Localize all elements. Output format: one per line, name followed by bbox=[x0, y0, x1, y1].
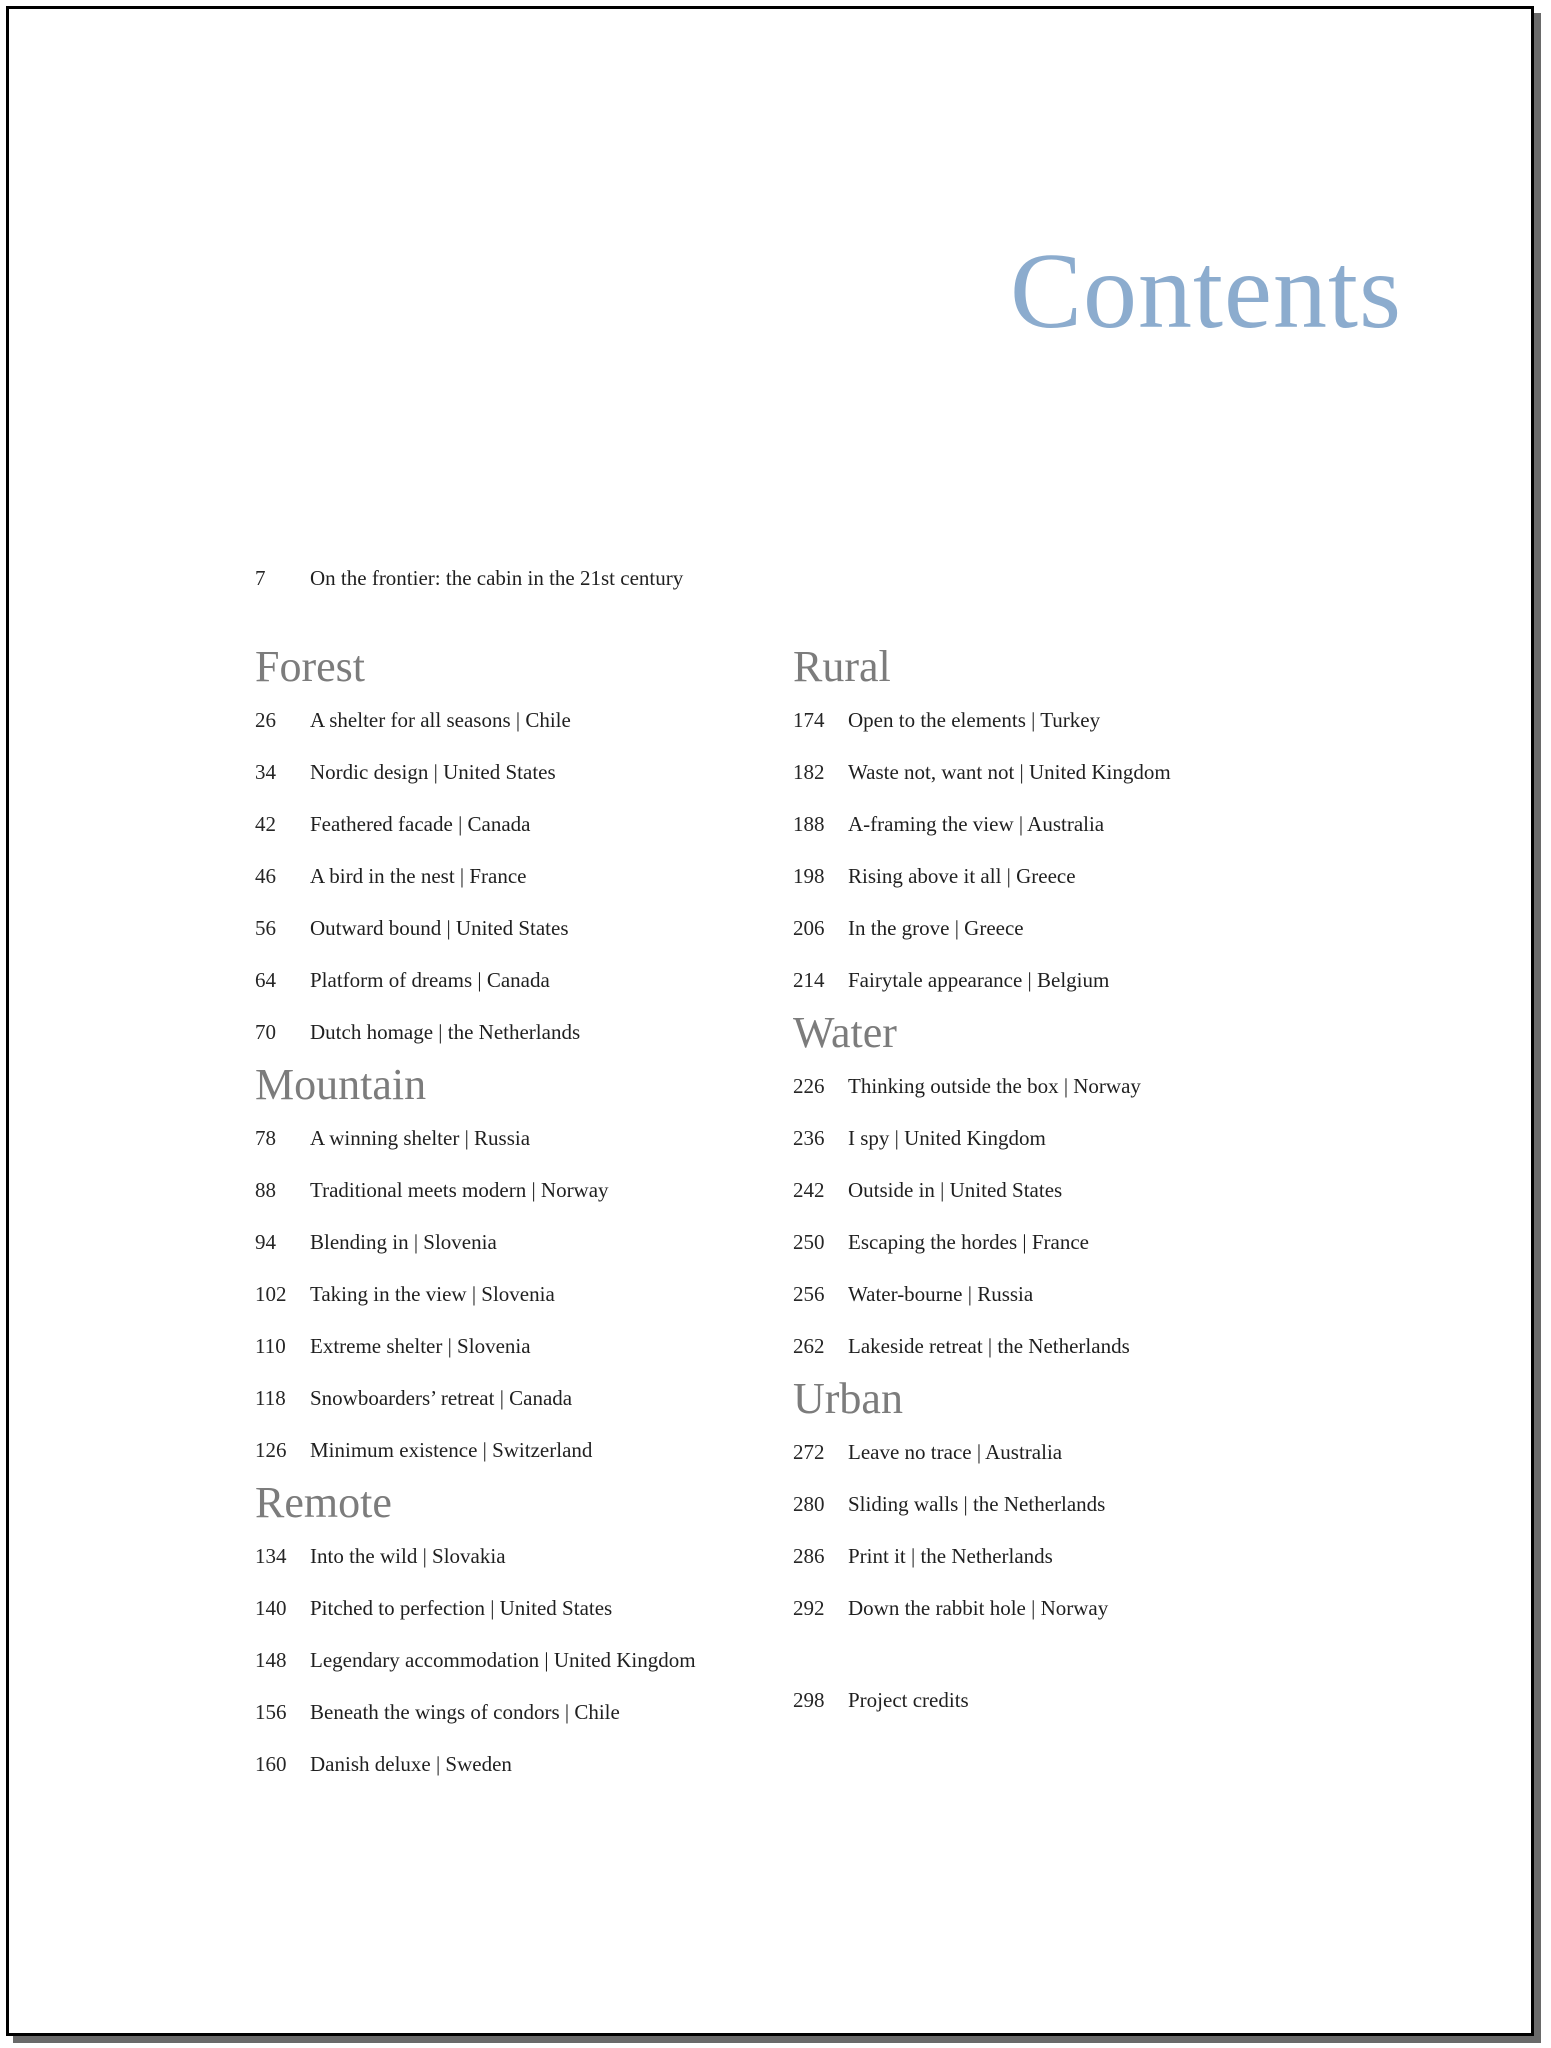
toc-entry[interactable] bbox=[255, 850, 775, 902]
entry-label: I spy | United Kingdom bbox=[848, 1126, 1046, 1150]
toc-entry[interactable] bbox=[255, 1372, 775, 1424]
toc-entry[interactable] bbox=[793, 1060, 1313, 1112]
entry-page-number: 182 bbox=[793, 760, 825, 784]
section-heading: Forest bbox=[255, 642, 365, 691]
entry-label: Open to the elements | Turkey bbox=[848, 708, 1101, 732]
toc-entry[interactable] bbox=[793, 1112, 1313, 1164]
entry-label: Traditional meets modern | Norway bbox=[310, 1178, 609, 1202]
entry-page-number: 188 bbox=[793, 812, 825, 836]
spacer bbox=[793, 1634, 1313, 1674]
toc-entry[interactable] bbox=[793, 850, 1313, 902]
entry-page-number: 7 bbox=[255, 566, 266, 590]
toc-entry[interactable] bbox=[793, 746, 1313, 798]
entry-label: A winning shelter | Russia bbox=[310, 1126, 531, 1150]
entry-page-number: 134 bbox=[255, 1544, 287, 1568]
entry-page-number: 256 bbox=[793, 1282, 825, 1306]
toc-entry[interactable] bbox=[255, 1530, 775, 1582]
entry-page-number: 46 bbox=[255, 864, 276, 888]
toc-entry[interactable] bbox=[793, 1478, 1313, 1530]
entry-list bbox=[255, 1530, 775, 1790]
toc-entry[interactable] bbox=[255, 1634, 775, 1686]
entry-list bbox=[255, 694, 775, 1058]
entry-label: On the frontier: the cabin in the 21st century bbox=[310, 566, 684, 590]
entry-label: Taking in the view | Slovenia bbox=[310, 1282, 555, 1306]
entry-list bbox=[793, 1060, 1313, 1372]
entry-label: Sliding walls | the Netherlands bbox=[848, 1492, 1106, 1516]
section-forest bbox=[255, 640, 775, 1058]
entry-label: Dutch homage | the Netherlands bbox=[310, 1020, 581, 1044]
toc-entry[interactable] bbox=[255, 1582, 775, 1634]
entry-list bbox=[793, 694, 1313, 1006]
toc-entry[interactable] bbox=[255, 1320, 775, 1372]
entry-label: Fairytale appearance | Belgium bbox=[848, 968, 1110, 992]
entry-label: Thinking outside the box | Norway bbox=[848, 1074, 1141, 1098]
entry-page-number: 26 bbox=[255, 708, 276, 732]
entry-label: A bird in the nest | France bbox=[310, 864, 527, 888]
toc-entry[interactable] bbox=[255, 1424, 775, 1476]
section-heading: Rural bbox=[793, 642, 891, 691]
entry-page-number: 88 bbox=[255, 1178, 276, 1202]
entry-page-number: 42 bbox=[255, 812, 276, 836]
entry-label: Water-bourne | Russia bbox=[848, 1282, 1034, 1306]
entry-page-number: 126 bbox=[255, 1438, 287, 1462]
entry-label: Escaping the hordes | France bbox=[848, 1230, 1089, 1254]
section-heading: Remote bbox=[255, 1478, 392, 1527]
toc-entry[interactable] bbox=[793, 798, 1313, 850]
entry-page-number: 160 bbox=[255, 1752, 287, 1776]
toc-entry[interactable] bbox=[255, 1268, 775, 1320]
entry-page-number: 206 bbox=[793, 916, 825, 940]
section-heading: Urban bbox=[793, 1374, 903, 1423]
entry-page-number: 118 bbox=[255, 1386, 286, 1410]
entry-page-number: 280 bbox=[793, 1492, 825, 1516]
entry-label: A-framing the view | Australia bbox=[848, 812, 1105, 836]
entry-page-number: 262 bbox=[793, 1334, 825, 1358]
toc-entry[interactable] bbox=[255, 746, 775, 798]
entry-label: Rising above it all | Greece bbox=[848, 864, 1076, 888]
entry-label: A shelter for all seasons | Chile bbox=[310, 708, 571, 732]
entry-page-number: 34 bbox=[255, 760, 276, 784]
section-water bbox=[793, 1006, 1313, 1372]
entry-page-number: 78 bbox=[255, 1126, 276, 1150]
entry-page-number: 64 bbox=[255, 968, 276, 992]
entry-label: Waste not, want not | United Kingdom bbox=[848, 760, 1171, 784]
toc-entry[interactable] bbox=[793, 1268, 1313, 1320]
section-heading: Water bbox=[793, 1008, 897, 1057]
toc-entry[interactable] bbox=[255, 1738, 775, 1790]
toc-entry[interactable] bbox=[793, 1164, 1313, 1216]
entry-label: Legendary accommodation | United Kingdom bbox=[310, 1648, 696, 1672]
page-title: Contents bbox=[1009, 232, 1402, 351]
entry-page-number: 226 bbox=[793, 1074, 825, 1098]
toc-entry[interactable] bbox=[255, 1112, 775, 1164]
entry-label: Outward bound | United States bbox=[310, 916, 569, 940]
toc-column-left bbox=[255, 640, 775, 1790]
entry-label: In the grove | Greece bbox=[848, 916, 1024, 940]
toc-entry[interactable] bbox=[793, 1530, 1313, 1582]
entry-page-number: 214 bbox=[793, 968, 825, 992]
entry-label: Minimum existence | Switzerland bbox=[310, 1438, 593, 1462]
toc-entry[interactable] bbox=[793, 1582, 1313, 1634]
entry-page-number: 94 bbox=[255, 1230, 276, 1254]
entry-page-number: 102 bbox=[255, 1282, 287, 1306]
toc-entry[interactable] bbox=[255, 798, 775, 850]
entry-page-number: 174 bbox=[793, 708, 825, 732]
entry-list bbox=[255, 1112, 775, 1476]
entry-label: Nordic design | United States bbox=[310, 760, 556, 784]
toc-entry[interactable] bbox=[793, 694, 1313, 746]
entry-label: Platform of dreams | Canada bbox=[310, 968, 550, 992]
toc-entry[interactable] bbox=[255, 954, 775, 1006]
entry-page-number: 110 bbox=[255, 1334, 286, 1358]
toc-entry[interactable] bbox=[793, 1320, 1313, 1372]
entry-page-number: 242 bbox=[793, 1178, 825, 1202]
toc-entry[interactable] bbox=[793, 902, 1313, 954]
entry-page-number: 286 bbox=[793, 1544, 825, 1568]
entry-label: Snowboarders’ retreat | Canada bbox=[310, 1386, 573, 1410]
entry-page-number: 250 bbox=[793, 1230, 825, 1254]
entry-label: Danish deluxe | Sweden bbox=[310, 1752, 512, 1776]
section-remote bbox=[255, 1476, 775, 1790]
toc-entry[interactable] bbox=[255, 694, 775, 746]
entry-label: Blending in | Slovenia bbox=[310, 1230, 497, 1254]
entry-page-number: 298 bbox=[793, 1688, 825, 1712]
entry-label: Project credits bbox=[848, 1688, 969, 1712]
intro-entry[interactable] bbox=[255, 566, 683, 591]
toc-entry[interactable] bbox=[793, 1216, 1313, 1268]
entry-page-number: 236 bbox=[793, 1126, 825, 1150]
toc-entry[interactable] bbox=[793, 954, 1313, 1006]
entry-page-number: 140 bbox=[255, 1596, 287, 1620]
entry-page-number: 148 bbox=[255, 1648, 287, 1672]
toc-entry[interactable] bbox=[255, 1164, 775, 1216]
entry-label: Print it | the Netherlands bbox=[848, 1544, 1053, 1568]
toc-entry[interactable] bbox=[255, 1216, 775, 1268]
entry-label: Leave no trace | Australia bbox=[848, 1440, 1063, 1464]
entry-page-number: 272 bbox=[793, 1440, 825, 1464]
toc-entry[interactable] bbox=[255, 1686, 775, 1738]
entry-page-number: 198 bbox=[793, 864, 825, 888]
section-urban bbox=[793, 1372, 1313, 1634]
entry-label: Feathered facade | Canada bbox=[310, 812, 531, 836]
entry-label: Lakeside retreat | the Netherlands bbox=[848, 1334, 1130, 1358]
section-heading: Mountain bbox=[255, 1060, 427, 1109]
toc-entry[interactable] bbox=[255, 1006, 775, 1058]
toc-column-right bbox=[793, 640, 1313, 1726]
toc-entry[interactable] bbox=[793, 1426, 1313, 1478]
entry-label: Beneath the wings of condors | Chile bbox=[310, 1700, 620, 1724]
toc-entry[interactable] bbox=[255, 902, 775, 954]
entry-list bbox=[793, 1426, 1313, 1634]
entry-page-number: 56 bbox=[255, 916, 276, 940]
entry-label: Extreme shelter | Slovenia bbox=[310, 1334, 531, 1358]
entry-page-number: 292 bbox=[793, 1596, 825, 1620]
section-mountain bbox=[255, 1058, 775, 1476]
project-credits-entry[interactable] bbox=[793, 1674, 1313, 1726]
entry-page-number: 70 bbox=[255, 1020, 276, 1044]
entry-label: Down the rabbit hole | Norway bbox=[848, 1596, 1109, 1620]
entry-page-number: 156 bbox=[255, 1700, 287, 1724]
entry-label: Into the wild | Slovakia bbox=[310, 1544, 506, 1568]
section-rural bbox=[793, 640, 1313, 1006]
entry-label: Pitched to perfection | United States bbox=[310, 1596, 613, 1620]
entry-label: Outside in | United States bbox=[848, 1178, 1063, 1202]
